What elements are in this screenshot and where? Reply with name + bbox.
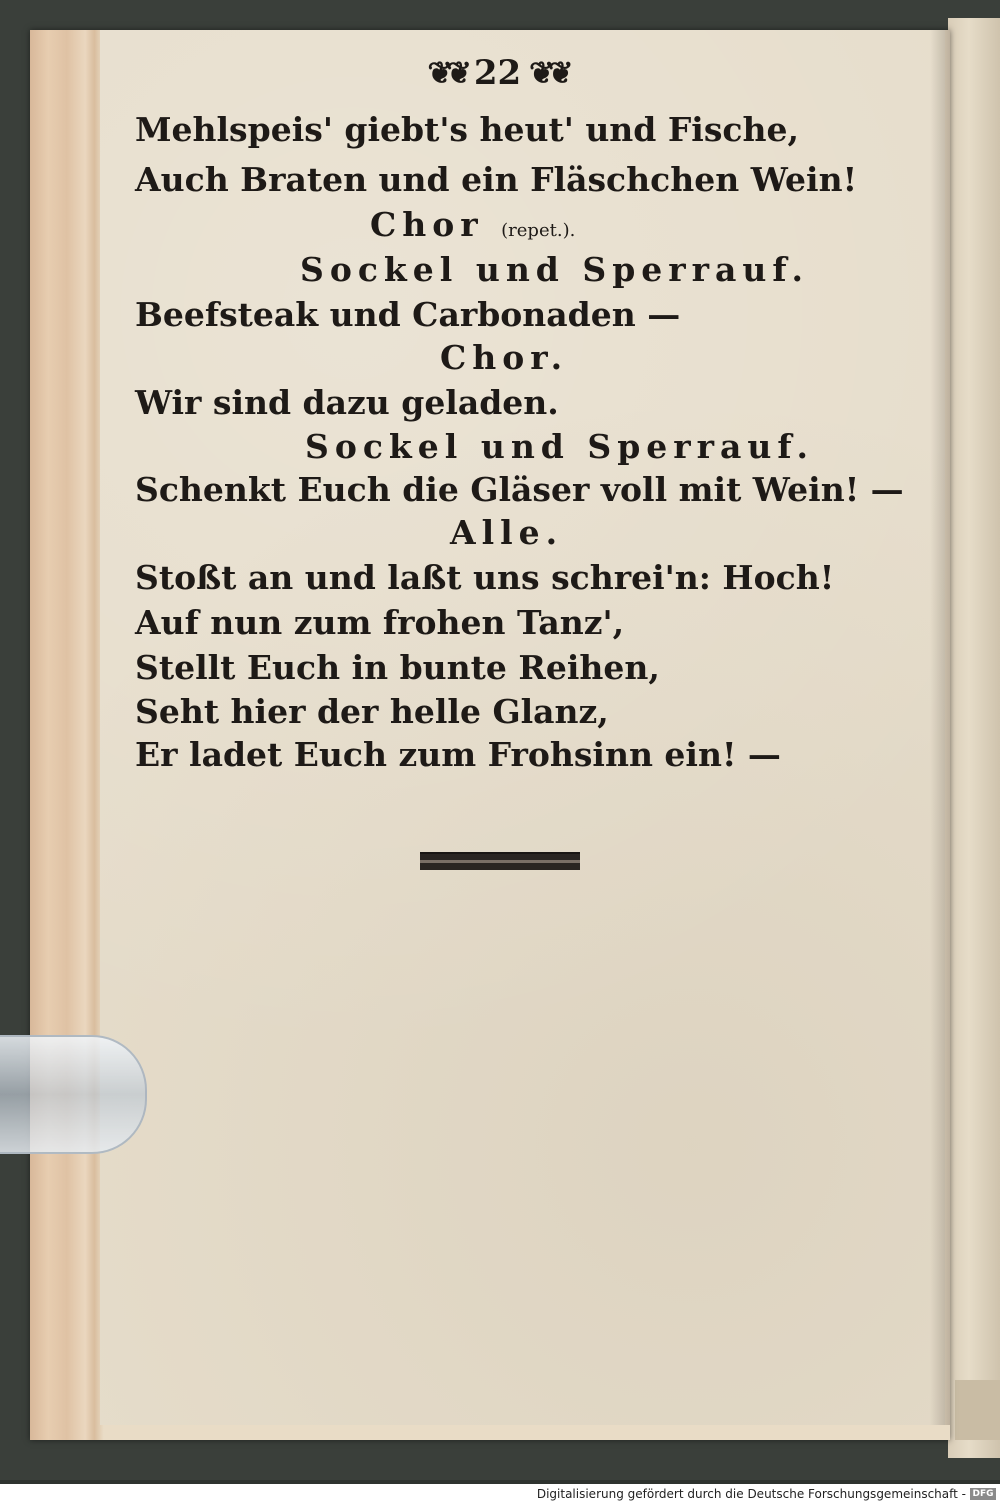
- page-number: 22: [473, 53, 522, 93]
- facing-page-corner: [955, 1380, 1000, 1440]
- speaker-heading: Sockel und Sperrauf.: [305, 427, 814, 466]
- facing-page-edge: [948, 18, 1000, 1458]
- ornament-right-icon: ❦❦: [529, 55, 568, 91]
- divider-inner-line: [420, 860, 580, 863]
- speaker-heading: Sockel und Sperrauf.: [300, 250, 809, 289]
- verse-line: Wir sind dazu geladen.: [135, 383, 559, 422]
- speaker-heading: Alle.: [450, 513, 564, 552]
- page-clip: [0, 1035, 147, 1154]
- verse-line: Stellt Euch in bunte Reihen,: [135, 648, 660, 687]
- speaker-heading: Chor.: [440, 338, 569, 377]
- ornament-left-icon: ❦❦: [427, 55, 466, 91]
- verse-line: Beefsteak und Carbonaden —: [135, 295, 681, 334]
- verse-line: Er ladet Euch zum Frohsinn ein! —: [135, 735, 781, 774]
- section-divider: [420, 852, 580, 870]
- verse-line: Auch Braten und ein Fläschchen Wein!: [135, 160, 858, 199]
- verse-line: Stoßt an und laßt uns schrei'n: Hoch!: [135, 558, 835, 597]
- page-gutter-shadow: [930, 30, 950, 1425]
- speaker-heading: [370, 205, 575, 245]
- page-header: [415, 50, 580, 96]
- verse-line: Schenkt Euch die Gläser voll mit Wein! —: [135, 470, 904, 509]
- speaker-note: (repet.).: [501, 220, 576, 241]
- verse-line: Seht hier der helle Glanz,: [135, 692, 609, 731]
- footer-bar: [0, 1484, 1000, 1505]
- funding-notice: Digitalisierung gefördert durch die Deutsche Forschungsgemeinschaft -: [536, 1487, 966, 1501]
- speaker-name: Chor: [370, 205, 484, 244]
- verse-line: Auf nun zum frohen Tanz',: [135, 603, 625, 642]
- dfg-logo-icon: DFG: [970, 1488, 996, 1500]
- verse-line: Mehlspeis' giebt's heut' und Fische,: [135, 110, 799, 149]
